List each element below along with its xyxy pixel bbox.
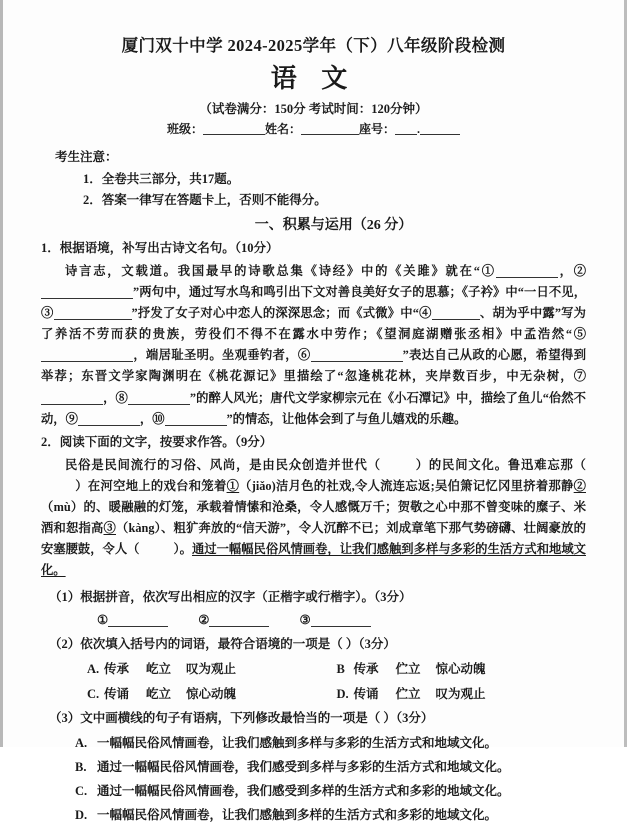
question-2-1-answer-row [97, 612, 586, 628]
q1-text-i: ”的醉人风光；唐代文学家柳宗元在《小石潭记》中，描绘了鱼儿“佁然不动，⑨ [41, 390, 586, 426]
class-field-label: 班级： [166, 122, 203, 136]
score-duration-line: （试卷满分：150分 考试时间：120分钟） [199, 102, 428, 116]
revision-option-b[interactable] [75, 758, 586, 776]
q1-blank-4[interactable] [432, 319, 480, 320]
option-b-label: B [336, 661, 345, 676]
option-d-word-1: 传诵 [353, 686, 379, 701]
q1-blank-2[interactable] [41, 298, 133, 299]
notice-item-1: 1．全卷共三部分，共17题。 [83, 172, 240, 186]
question-2-3-stem: （3）文中画横线的句子有语病，下列修改最恰当的一项是（ ）（3分） [49, 710, 434, 725]
q2-text-g: （mù）的、暖融融的灯笼，承载着情愫和沧桑，令人感慨万千；贺敬之心中那不曾变味的糜子、米酒和恕指高 [41, 499, 586, 536]
revision-option-a-text: 一幅幅民俗风情画卷，让我们感触到多样与多彩的生活方式和地域文化。 [97, 735, 498, 750]
q2-text-c: ）在河空地上的戏台和笼着 [75, 478, 227, 493]
answer-slot-1[interactable] [97, 612, 168, 628]
answer-slot-3-label: ③ [299, 613, 311, 628]
notice-item-2: 2．答案一律写在答题卡上，否则不能得分。 [83, 193, 327, 207]
class-field-blank[interactable] [203, 134, 265, 135]
question-2-3-options [75, 734, 586, 824]
revision-option-c-label: C. [75, 783, 88, 798]
option-b-word-1: 传承 [353, 661, 379, 676]
option-c-word-1: 传诵 [104, 686, 130, 701]
q2-text-b: ）的民间文化。鲁迅难忘那（ [414, 457, 586, 472]
q2-text-i: （kàng）、粗犷奔放的“信天游”，令人沉醉不已；刘成章笔下那气势磅礴、壮阔豪放的安塞腰鼓，令人（ [41, 521, 586, 557]
q1-blank-7[interactable] [41, 404, 103, 405]
page-content [3, 0, 624, 824]
revision-option-b-label: B. [75, 759, 87, 774]
q1-text-k: ”的情态，让他体会到了与鱼儿嬉戏的乐趣。 [226, 411, 467, 426]
q1-text-f: ，端居耻圣明。坐观垂钓者，⑥ [133, 348, 311, 363]
question-2-2-options [87, 659, 586, 702]
q2-text-j: ）。 [173, 542, 192, 557]
option-a-word-3: 叹为观止 [186, 661, 237, 676]
q1-blank-1[interactable] [496, 277, 558, 278]
name-field-label: 姓名： [264, 122, 301, 136]
page-title: 厦门双十中学 2024-2025学年（下）八年级阶段检测 [121, 36, 506, 55]
option-a-label: A. [87, 661, 100, 676]
revision-option-a-label: A. [75, 735, 88, 750]
q1-blank-6[interactable] [311, 361, 403, 362]
question-2-passage [41, 455, 586, 582]
option-b-word-3: 惊心动魄 [435, 661, 486, 676]
answer-slot-2-label: ② [198, 613, 210, 628]
seat-field-blank-a[interactable] [395, 134, 417, 135]
option-a[interactable] [87, 659, 337, 677]
question-2-stem: 2．阅读下面的文字，按要求作答。（9分） [41, 434, 273, 449]
answer-slot-2-blank[interactable] [209, 626, 269, 627]
option-c[interactable] [87, 684, 337, 702]
option-d-word-3: 叹为观止 [435, 686, 486, 701]
q1-text-b: ，② [557, 263, 586, 278]
q2-text-e: （jiǎo)洁月色的社戏,令人流连忘返;吴伯箫记忆冈里挤着那静 [239, 478, 574, 493]
student-id-fields: 班级： 姓名： 座号： . [41, 120, 586, 137]
option-d-label: D. [336, 686, 349, 701]
answer-slot-2[interactable] [198, 612, 269, 628]
revision-option-a[interactable] [75, 734, 586, 752]
seat-field-blank-b[interactable] [420, 134, 460, 135]
q1-text-d: ”抒发了女子对心中恋人的深深思念；而《式微》中“④ [131, 306, 432, 321]
revision-option-b-text: 通过一幅幅民俗风情画卷，我们感受到多样与多彩的生活方式和地域文化。 [97, 759, 510, 774]
q2-underlined-sentence: 通过一幅幅民俗风情画卷，让我们感触到多样与多彩的生活方式和地域文化。 [41, 542, 586, 578]
q1-text-h: ，⑧ [103, 390, 128, 405]
q1-blank-9[interactable] [78, 425, 140, 426]
option-b[interactable] [337, 659, 587, 677]
option-d-word-2: 伫立 [395, 686, 421, 701]
q1-text-g: ”表达自己从政的心愿，希望得到举荐；东晋文学家陶渊明在《桃花源记》里描绘了“忽逢桃花林，夹岸数百步，中无杂树，⑦ [41, 348, 586, 384]
option-a-word-2: 屹立 [146, 661, 172, 676]
q1-text-e: 、胡为乎中露”写为了养活不劳而获的贵族，劳役们不得不在露水中劳作；《望洞庭湖赠张丞相》中孟浩然“⑤ [41, 306, 586, 342]
revision-option-c-text: 通过一幅幅民俗风情画卷，我们感受到多样的生活方式和多彩的地域文化。 [97, 783, 510, 798]
q2-pinyin-marker-2[interactable]: ② [573, 478, 586, 493]
seat-field-label: 座号： [359, 122, 396, 136]
revision-option-d-text: 一幅幅民俗风情画卷，让我们感触到多样的生活方式和多彩的地域文化。 [97, 808, 498, 823]
option-c-label: C. [87, 686, 100, 701]
answer-slot-1-label: ① [97, 613, 109, 628]
name-field-blank[interactable] [301, 134, 359, 135]
q2-pinyin-marker-1[interactable]: ① [226, 478, 240, 493]
answer-slot-3[interactable] [299, 612, 370, 628]
revision-option-c[interactable] [75, 782, 586, 800]
q1-blank-5[interactable] [41, 361, 133, 362]
q1-text-a: 诗言志，文载道。我国最早的诗歌总集《诗经》中的《关雎》就在“① [65, 263, 496, 278]
option-b-word-2: 伫立 [395, 661, 421, 676]
subject-title: 语 文 [270, 64, 357, 93]
option-c-word-3: 惊心动魄 [186, 686, 237, 701]
question-2-2-stem: （2）依次填入括号内的词语，最符合语境的一项是（ ）（3分） [49, 637, 396, 652]
q2-text-a: 民俗是民间流行的习俗、风尚，是由民众创造并世代（ [65, 457, 381, 472]
answer-slot-1-blank[interactable] [108, 626, 168, 627]
answer-slot-3-blank[interactable] [311, 626, 371, 627]
q1-text-j: ，⑩ [139, 411, 165, 426]
revision-option-d[interactable] [75, 806, 586, 824]
section-heading: 一、积累与运用（26 分） [254, 218, 413, 233]
question-1-body [41, 261, 586, 430]
q1-text-c: ”两句中，通过写水鸟和鸣引出下文对善良美好女子的思慕；《子衿》中“一日不见，③ [41, 284, 586, 321]
notice-title: 考生注意： [55, 150, 118, 164]
option-a-word-1: 传承 [104, 661, 130, 676]
q1-blank-8[interactable] [128, 404, 190, 405]
option-d[interactable] [337, 684, 587, 702]
option-c-word-2: 屹立 [146, 686, 172, 701]
q1-blank-10[interactable] [165, 425, 227, 426]
q1-blank-3[interactable] [54, 319, 132, 320]
question-1-stem: 1．根据语境，补写出古诗文名句。（10分） [41, 241, 279, 255]
revision-option-d-label: D. [75, 808, 88, 823]
q2-pinyin-marker-3[interactable]: ③ [103, 521, 116, 536]
question-2-1-stem: （1）根据拼音，依次写出相应的汉字（正楷字或行楷字）。（3分） [49, 590, 412, 605]
